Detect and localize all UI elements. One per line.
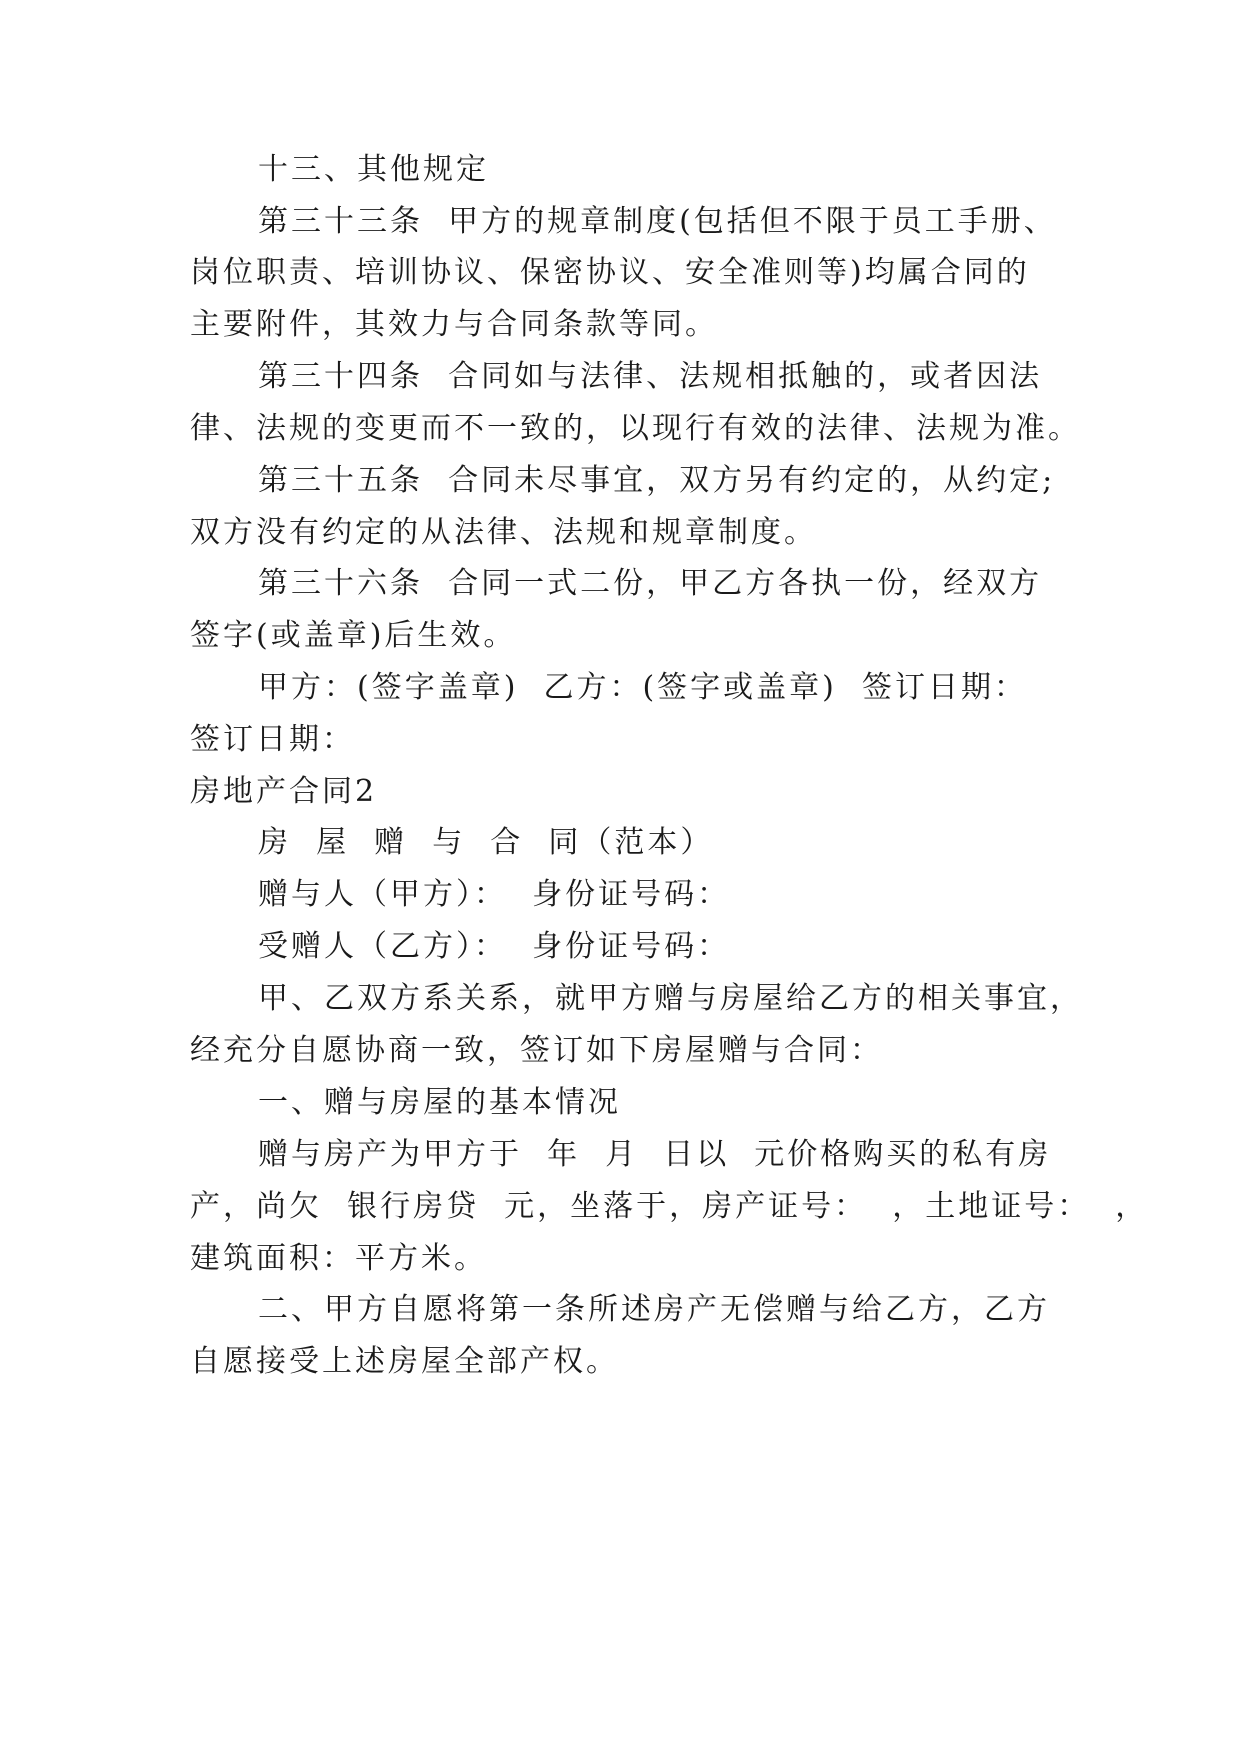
intro-line-2: 经充分自愿协商一致，签订如下房屋赠与合同：: [190, 1033, 883, 1068]
donor-line: 赠与人（甲方）： 身份证号码：: [258, 877, 731, 912]
section-1-heading: 一、赠与房屋的基本情况: [258, 1085, 621, 1120]
article-34-line-2: 律、法规的变更而不一致的，以现行有效的法律、法规为准。: [190, 411, 1081, 446]
property-line-3: 建筑面积：平方米。: [190, 1241, 487, 1276]
contract-2-title: 房地产合同2: [190, 774, 378, 809]
property-line-1: 赠与房产为甲方于 年 月 日以 元价格购买的私有房: [258, 1137, 1052, 1172]
article-36-line-1: 第三十六条 合同一式二份，甲乙方各执一份，经双方: [258, 566, 1043, 601]
signing-date-line: 签订日期：: [190, 722, 355, 757]
section-2-line-1: 二、甲方自愿将第一条所述房产无偿赠与给乙方，乙方: [258, 1292, 1050, 1327]
section-2-line-2: 自愿接受上述房屋全部产权。: [190, 1344, 619, 1379]
article-33-line-3: 主要附件，其效力与合同条款等同。: [190, 307, 718, 342]
article-35-line-1: 第三十五条 合同未尽事宜，双方另有约定的，从约定;: [258, 463, 1056, 498]
article-34-line-1: 第三十四条 合同如与法律、法规相抵触的，或者因法: [258, 359, 1043, 394]
article-33-line-2: 岗位职责、培训协议、保密协议、安全准则等)均属合同的: [190, 255, 1030, 290]
property-line-2: 产，尚欠 银行房贷 元，坐落于，房产证号： ，土地证号： ，: [190, 1189, 1149, 1224]
donee-line: 受赠人（乙方）： 身份证号码：: [258, 929, 731, 964]
signature-line: 甲方：(签字盖章) 乙方：(签字或盖章) 签订日期：: [258, 670, 1027, 705]
intro-line-1: 甲、乙双方系关系，就甲方赠与房屋给乙方的相关事宜，: [258, 981, 1083, 1016]
article-36-line-2: 签字(或盖章)后生效。: [190, 618, 517, 653]
gift-contract-heading: 房 屋 赠 与 合 同（范本）: [258, 825, 714, 860]
section-heading-13: 十三、其他规定: [258, 152, 489, 187]
article-35-line-2: 双方没有约定的从法律、法规和规章制度。: [190, 515, 817, 550]
article-33-line-1: 第三十三条 甲方的规章制度(包括但不限于员工手册、: [258, 204, 1057, 239]
